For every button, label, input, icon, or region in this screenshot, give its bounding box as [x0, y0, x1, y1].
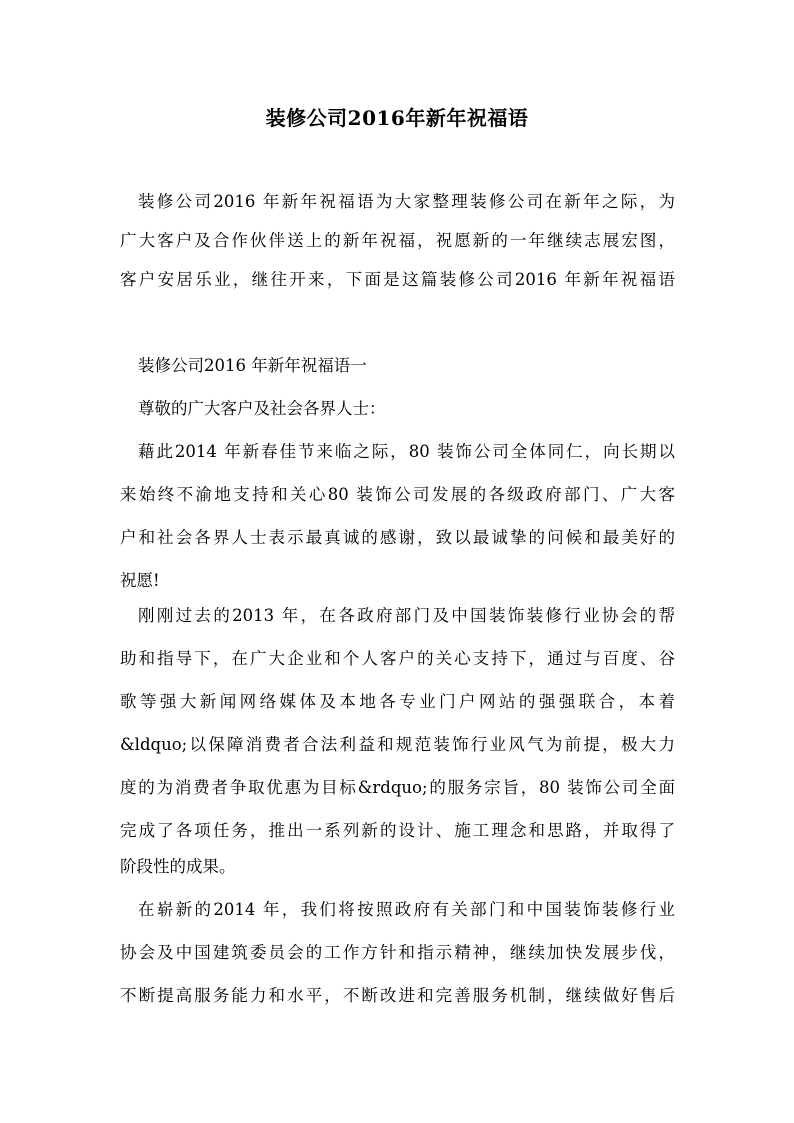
- paragraph-3-line-3: 不断提高服务能力和水平，不断改进和完善服务机制，继续做好售后: [120, 986, 675, 1005]
- paragraph-2-line-7: 阶段性的成果。: [120, 857, 236, 876]
- intro-line-1: 装修公司2016 年新年祝福语为大家整理装修公司在新年之际，为: [138, 192, 675, 211]
- paragraph-2-line-1: 刚刚过去的2013 年，在各政府部门及中国装饰装修行业协会的帮: [138, 606, 675, 625]
- document-title: 装修公司2016年新年祝福语: [265, 106, 529, 130]
- paragraph-2-line-4: &ldquo;以保障消费者合法利益和规范装饰行业风气为前提，极大力: [120, 735, 675, 754]
- paragraph-3-line-1: 在崭新的2014 年，我们将按照政府有关部门和中国装饰装修行业: [138, 900, 675, 919]
- paragraph-1-line-4: 祝愿!: [120, 571, 160, 590]
- paragraph-2-line-6: 完成了各项任务，推出一系列新的设计、施工理念和思路，并取得了: [120, 821, 675, 840]
- paragraph-1-line-2: 来始终不渝地支持和关心80 装饰公司发展的各级政府部门、广大客: [120, 485, 675, 504]
- paragraph-3-line-2: 协会及中国建筑委员会的工作方针和指示精神，继续加快发展步伐，: [120, 943, 675, 962]
- paragraph-2-line-5: 度的为消费者争取优惠为目标&rdquo;的服务宗旨，80 装饰公司全面: [120, 778, 675, 797]
- paragraph-1-line-3: 户和社会各界人士表示最真诚的感谢，致以最诚挚的问候和最美好的: [120, 528, 675, 547]
- paragraph-1-line-1: 藉此2014 年新春佳节来临之际，80 装饰公司全体同仁，向长期以: [138, 442, 675, 461]
- intro-line-2: 广大客户及合作伙伴送上的新年祝福，祝愿新的一年继续志展宏图，: [120, 231, 675, 250]
- paragraph-2-line-2: 助和指导下，在广大企业和个人客户的关心支持下，通过与百度、谷: [120, 649, 675, 668]
- intro-line-3: 客户安居乐业，继往开来，下面是这篇装修公司2016 年新年祝福语: [120, 270, 675, 289]
- paragraph-2-line-3: 歌等强大新闻网络媒体及本地各专业门户网站的强强联合，本着: [120, 692, 675, 711]
- section-heading: 装修公司2016 年新年祝福语一: [138, 356, 367, 375]
- salutation: 尊敬的广大客户及社会各界人士：: [138, 399, 386, 418]
